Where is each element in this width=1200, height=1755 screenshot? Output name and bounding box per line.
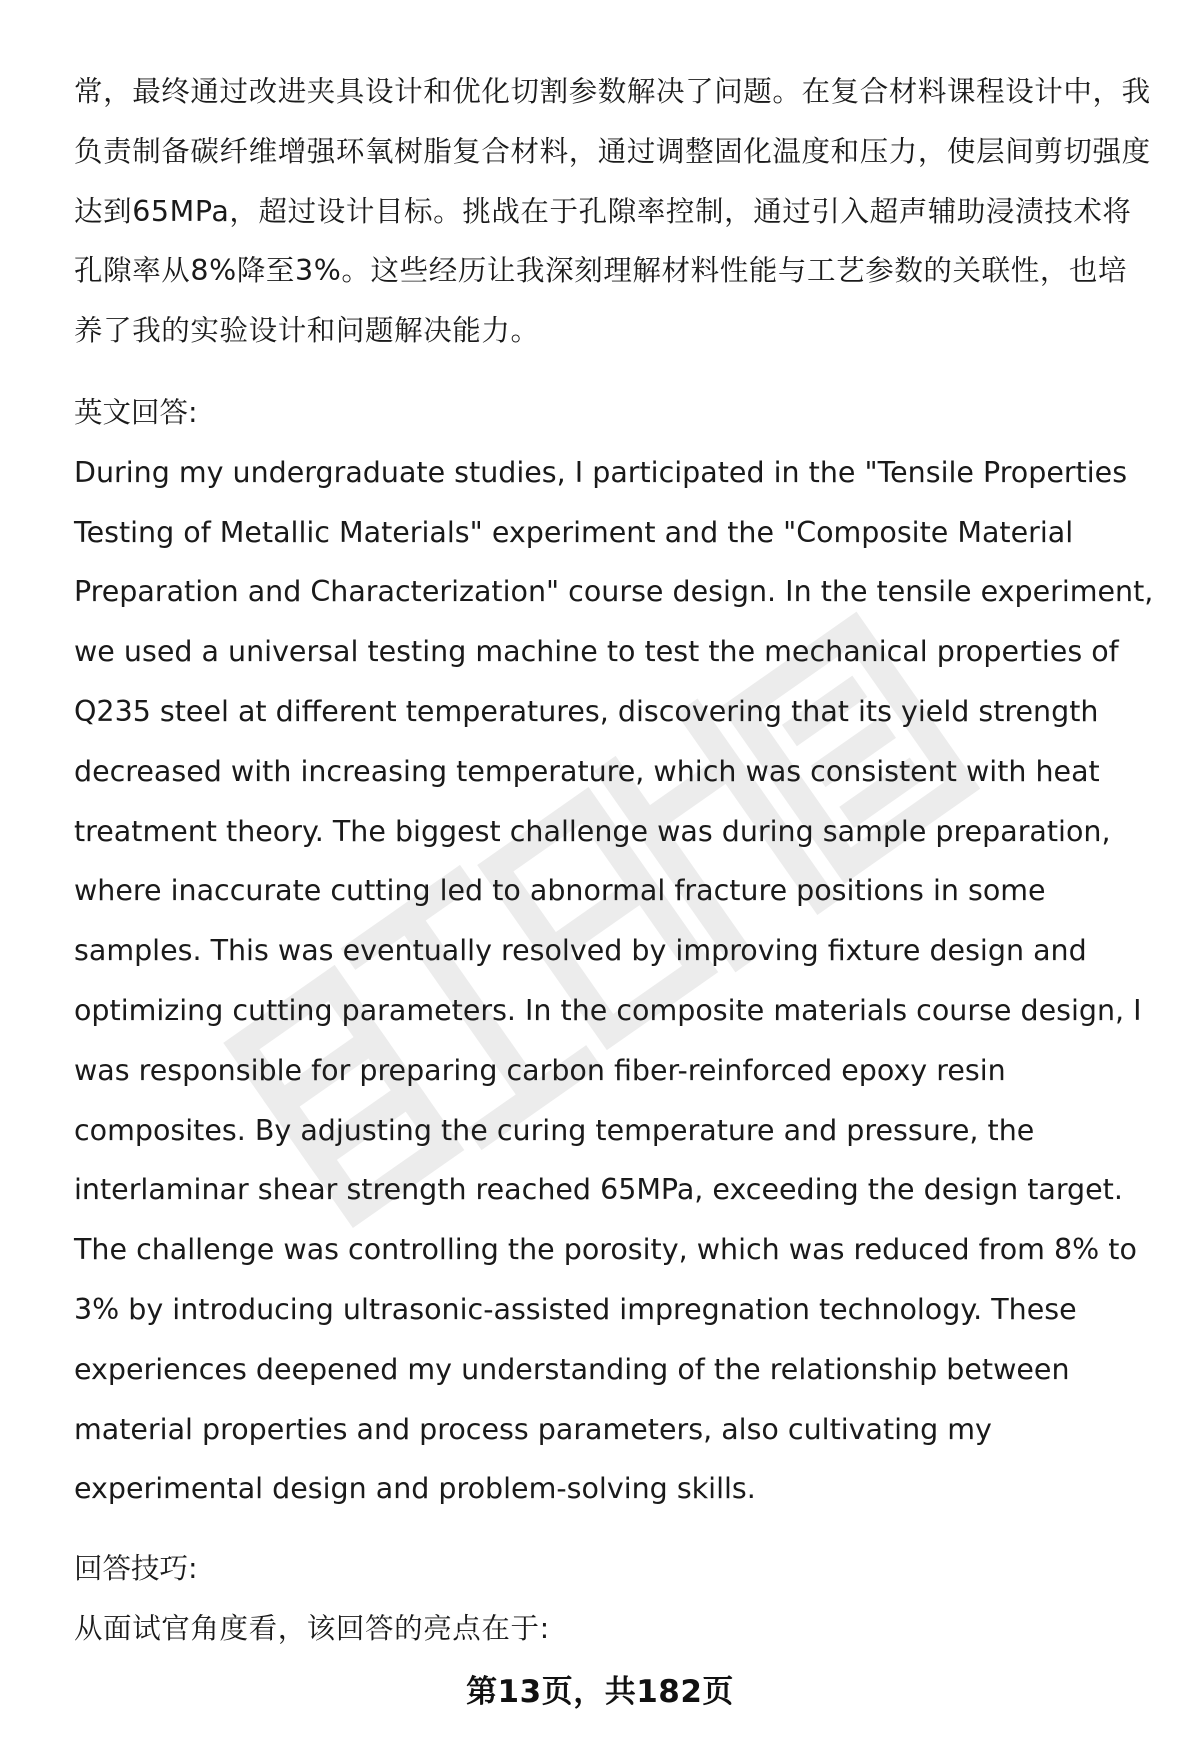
english-answer-paragraph: During my undergraduate studies, I participated in the "Tensile Properties Testing of Metallic Materials" experiment and the "Composite Material Preparation and Characterization" course design. In the tensile experiment, we used a universal testing machine to test the mechanical properties of Q235 steel at different temperatures, discovering that its yield strength decreased with increasing temperature, which was consistent with heat treatment theory. The biggest challenge was during sample preparation, where inaccurate cutting led to abnormal fracture positions in some samples. This was eventually resolved by improving fixture design and optimizing cutting parameters. In the composite materials course design, I was responsible for preparing carbon fiber-reinforced epoxy resin composites. By adjusting the curing temperature and pressure, the interlaminar shear strength reached 65MPa, exceeding the design target. The challenge was controlling the porosity, which was reduced from 8% to 3% by introducing ultrasonic-assisted impregnation technology. These experiences deepened my understanding of the relationship between material properties and process parameters, also cultivating my experimental design and problem-solving skills. [74,455,1154,1506]
spacer [74,1519,1154,1539]
tips-intro: 从面试官角度看，该回答的亮点在于: [74,1611,550,1645]
document-body [74,62,1154,1659]
tips-heading: 回答技巧: [74,1552,198,1586]
spacer [74,361,1154,383]
chinese-answer-paragraph: 常，最终通过改进夹具设计和优化切割参数解决了问题。在复合材料课程设计中，我负责制备碳纤维增强环氧树脂复合材料，通过调整固化温度和压力，使层间剪切强度达到65MPa，超过设计目标。挑战在于孔隙率控制，通过引入超声辅助浸渍技术将孔隙率从8%降至3%。这些经历让我深刻理解材料性能与工艺参数的关联性，也培养了我的实验设计和问题解决能力。 [74,75,1151,348]
english-answer-heading: 英文回答: [74,395,198,429]
page-footer: 第13页，共182页 [466,1674,734,1710]
